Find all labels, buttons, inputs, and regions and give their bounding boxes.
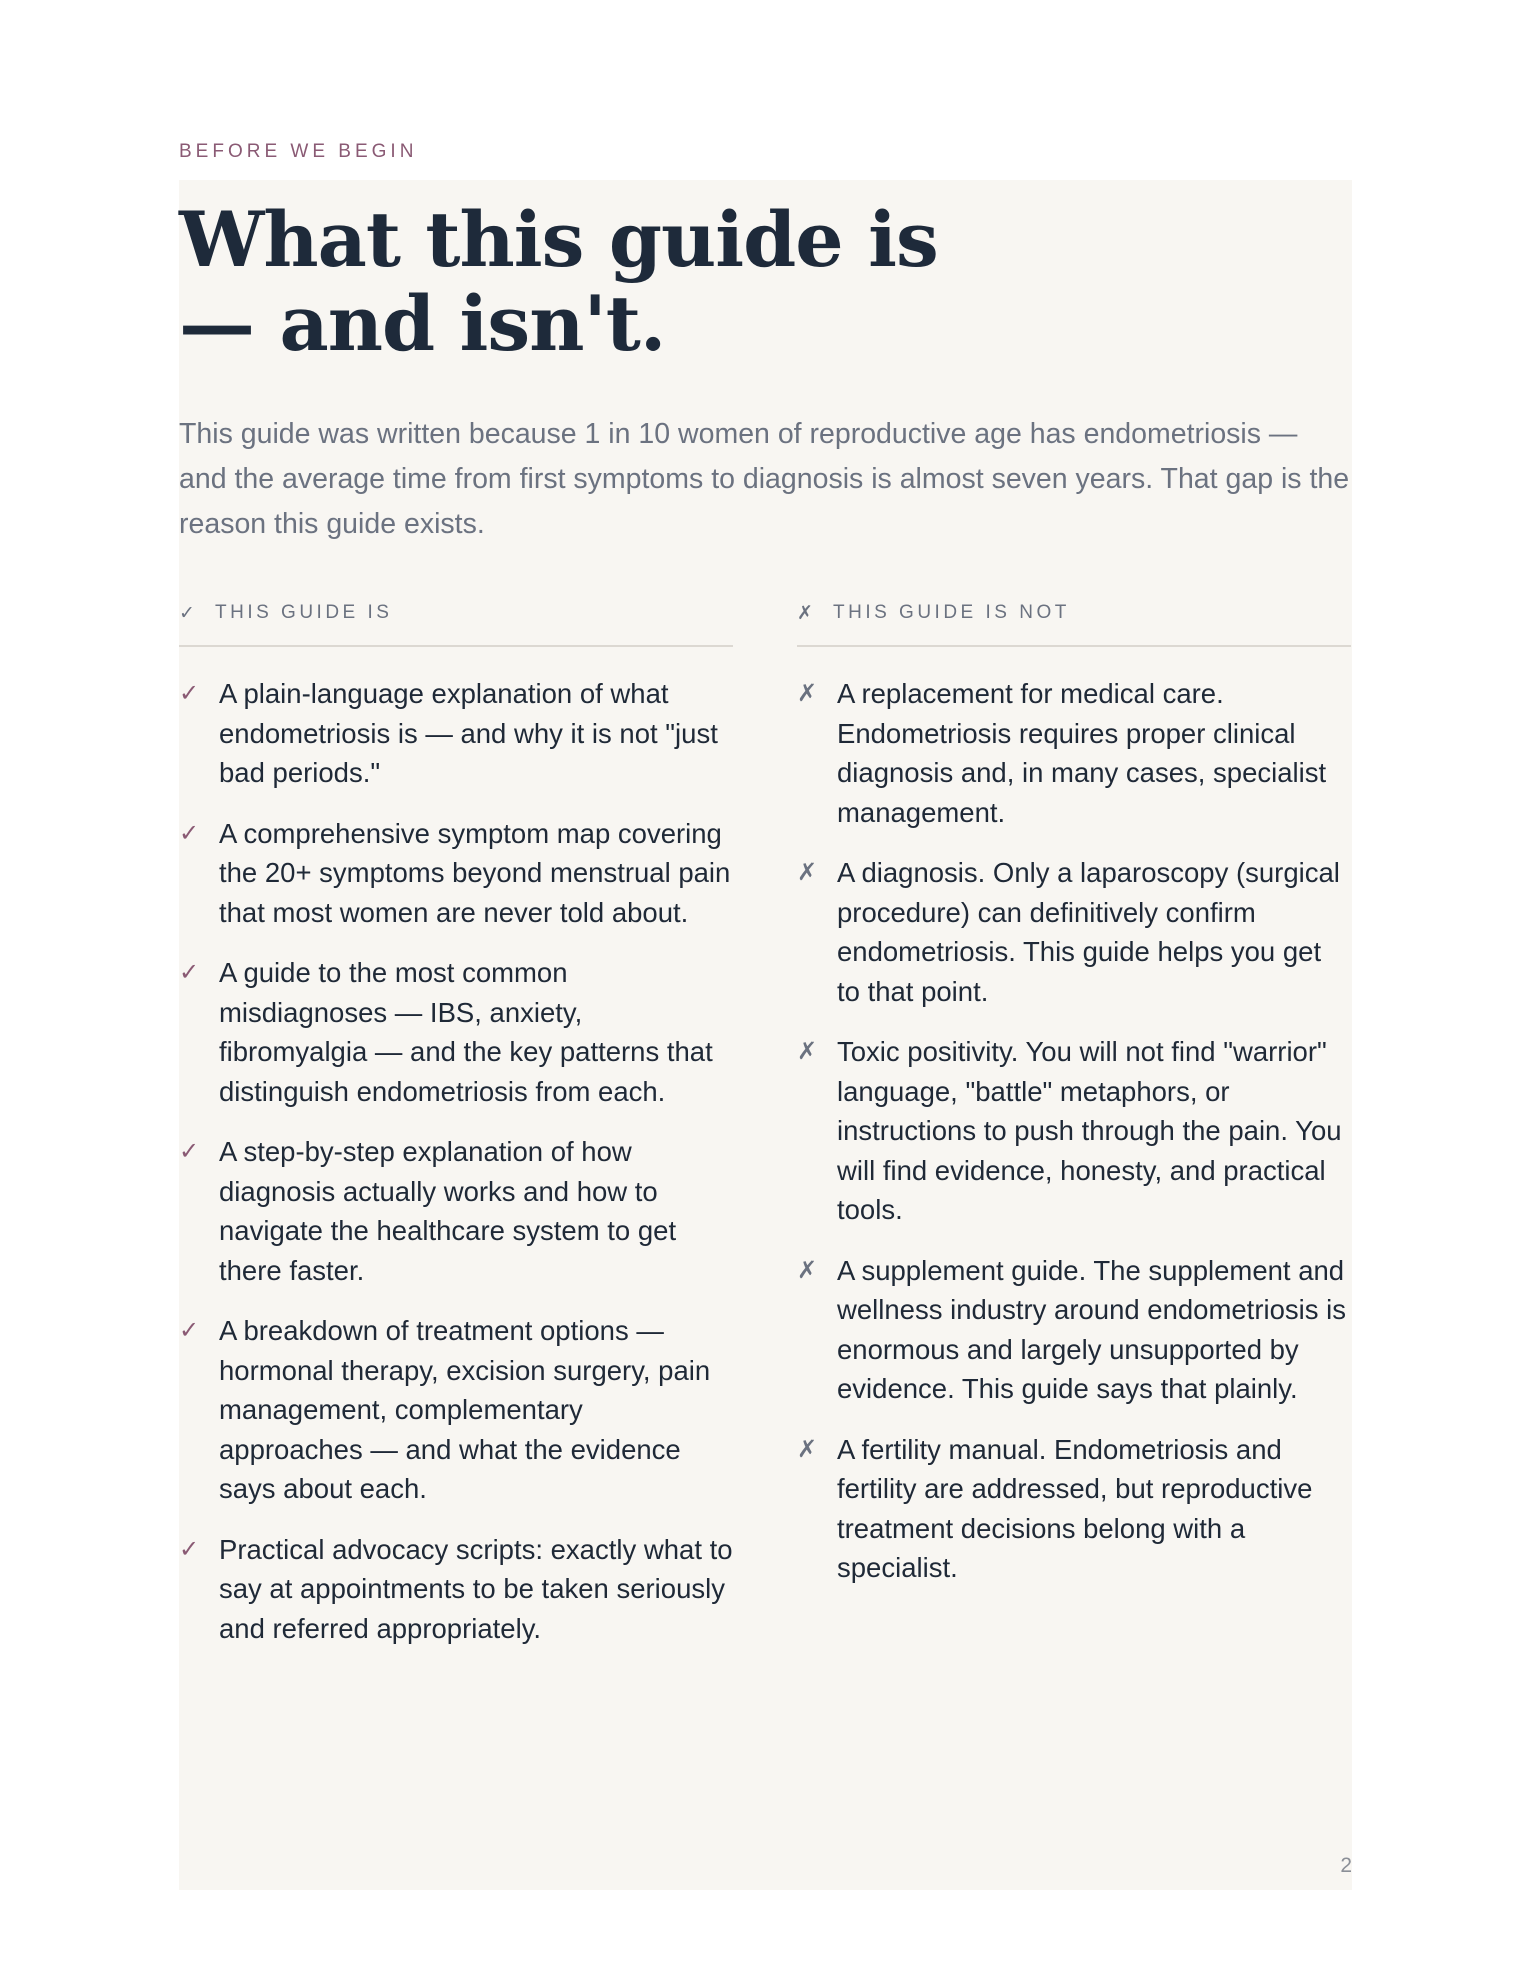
check-icon: ✓ [179, 1138, 200, 1165]
list-item-text: A supplement guide. The supplement and wellness industry around endometriosis is enormous and largely unsupported by evidence. This guide says that plainly. [837, 1254, 1346, 1404]
cross-icon: ✗ [797, 680, 818, 707]
list-item [179, 1132, 733, 1290]
list-item [179, 953, 733, 1111]
guide-is-heading-label: THIS GUIDE IS [215, 602, 393, 623]
list-item-text: Toxic positivity. You will not find "warrior" language, "battle" metaphors, or instructions to push through the pain. You will find evidence, honesty, and practical tools. [837, 1036, 1342, 1225]
list-item-text: A guide to the most common misdiagnoses — IBS, anxiety, fibromyalgia — and the key patterns that distinguish endometriosis from each. [219, 957, 713, 1107]
page-number: 2 [1340, 1854, 1352, 1877]
guide-is-column [179, 600, 733, 1669]
list-item [797, 1430, 1351, 1588]
list-item-text: A breakdown of treatment options — hormonal therapy, excision surgery, pain management, complementary approaches — and what the evidence says about each. [219, 1315, 711, 1504]
cross-icon: ✗ [797, 1435, 818, 1463]
page-title [179, 195, 938, 368]
list-item [797, 853, 1351, 1011]
list-item [179, 814, 733, 933]
page-title-line-1: What this guide is [179, 195, 938, 284]
guide-is-not-heading [797, 600, 1351, 647]
cross-icon: ✗ [797, 1038, 818, 1065]
list-item-text: A step-by-step explanation of how diagnosis actually works and how to navigate the healthcare system to get there faster. [219, 1136, 677, 1286]
list-item-text: A replacement for medical care. Endometriosis requires proper clinical diagnosis and, in many cases, specialist management. [837, 678, 1327, 828]
guide-is-not-column [797, 600, 1351, 1609]
content-panel [179, 180, 1352, 1890]
list-item-text: Practical advocacy scripts: exactly what to say at appointments to be taken seriously and referred appropriately. [219, 1533, 733, 1644]
check-icon: ✓ [179, 680, 200, 707]
list-item-text: A comprehensive symptom map covering the 20+ symptoms beyond menstrual pain that most women are never told about. [219, 817, 731, 928]
check-icon: ✓ [179, 603, 195, 624]
guide-is-list [179, 674, 733, 1648]
list-item-text: A fertility manual. Endometriosis and fertility are addressed, but reproductive treatment decisions belong with a specialist. [837, 1433, 1313, 1583]
list-item [797, 674, 1351, 832]
check-icon: ✓ [179, 959, 200, 986]
list-item [179, 674, 733, 793]
list-item-text: A diagnosis. Only a laparoscopy (surgical procedure) can definitively confirm endometriosis. This guide helps you get to that point. [837, 857, 1340, 1007]
guide-is-not-heading-label: THIS GUIDE IS NOT [833, 602, 1070, 623]
page-title-line-2: — and isn't. [179, 279, 666, 368]
list-item [179, 1311, 733, 1509]
check-icon: ✓ [179, 819, 200, 847]
guide-is-heading [179, 600, 733, 647]
intro-paragraph: This guide was written because 1 in 10 women of reproductive age has endometriosis — and the average time from first symptoms to diagnosis is almost seven years. That gap is the reason this guide exists. [179, 418, 1350, 540]
guide-is-not-list [797, 674, 1351, 1588]
section-eyebrow: BEFORE WE BEGIN [179, 141, 418, 162]
list-item [179, 1530, 733, 1649]
cross-icon: ✗ [797, 1256, 818, 1284]
check-icon: ✓ [179, 1535, 200, 1563]
cross-icon: ✗ [797, 859, 818, 886]
check-icon: ✓ [179, 1317, 200, 1344]
list-item-text: A plain-language explanation of what endometriosis is — and why it is not "just bad periods." [219, 678, 718, 788]
list-item [797, 1032, 1351, 1230]
cross-icon: ✗ [797, 603, 813, 624]
list-item [797, 1251, 1351, 1409]
